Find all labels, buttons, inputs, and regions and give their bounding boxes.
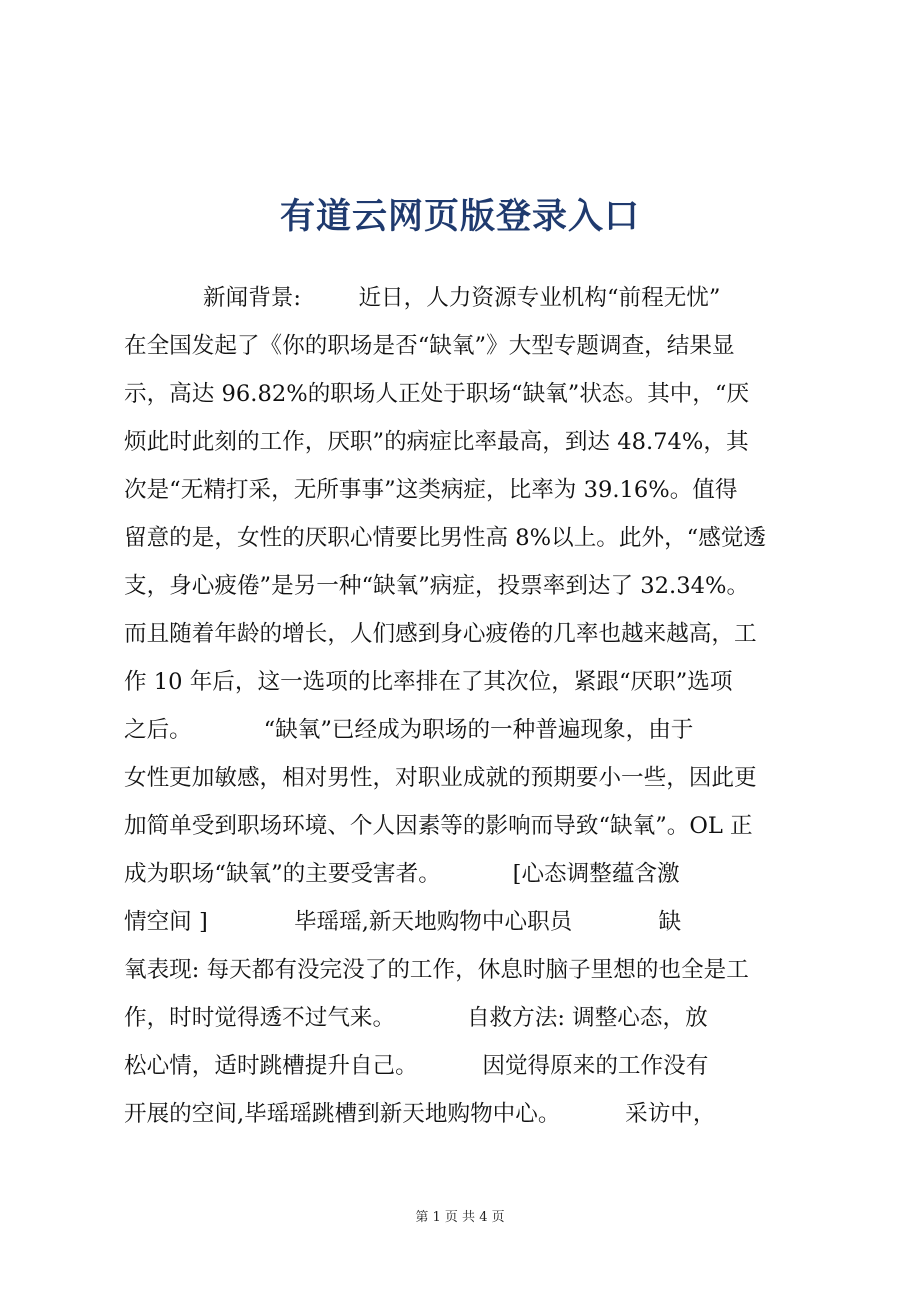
body-line: 而且随着年龄的增长，人们感到身心疲倦的几率也越来越高，工 [124,621,757,647]
body-line: 支，身心疲倦”是另一种“缺氧”病症，投票率到达了 32.34%。 [124,573,750,599]
body-line: 作 10 年后，这一选项的比率排在了其次位，紧跟“厌职”选项 [124,669,733,695]
body-line: 示，高达 96.82%的职场人正处于职场“缺氧”状态。其中，“厌 [124,381,750,407]
body-line: 情空间 ] 毕瑶瑶,新天地购物中心职员 缺 [124,909,682,935]
body-line: 次是“无精打采，无所事事”这类病症，比率为 39.16%。值得 [124,477,738,503]
body-line: 氧表现: 每天都有没完没了的工作，休息时脑子里想的也全是工 [124,957,749,983]
body-line: 留意的是，女性的厌职心情要比男性高 8%以上。此外，“感觉透 [124,525,767,551]
document-body [124,274,804,1138]
body-line: 女性更加敏感，相对男性，对职业成就的预期要小一些，因此更 [124,765,757,791]
document-title: 有道云网页版登录入口 [279,196,640,237]
body-line: 之后。 “缺氧”已经成为职场的一种普遍现象，由于 [124,717,694,743]
body-line: 作，时时觉得透不过气来。 自救方法: 调整心态，放 [124,1005,708,1031]
body-line: 开展的空间,毕瑶瑶跳槽到新天地购物中心。 采访中， [124,1101,716,1127]
body-line: 烦此时此刻的工作，厌职”的病症比率最高，到达 48.74%，其 [124,429,749,455]
body-line: 松心情，适时跳槽提升自己。 因觉得原来的工作没有 [124,1053,709,1079]
body-line: 加简单受到职场环境、个人因素等的影响而导致“缺氧”。OL 正 [124,813,753,839]
body-line: 在全国发起了《你的职场是否“缺氧”》大型专题调查，结果显 [124,333,735,359]
body-line: 新闻背景: 近日，人力资源专业机构“前程无忧” [124,285,721,311]
page-footer: 第 1 页 共 4 页 [415,1210,505,1225]
body-line: 成为职场“缺氧”的主要受害者。 [心态调整蕴含激 [124,861,680,887]
